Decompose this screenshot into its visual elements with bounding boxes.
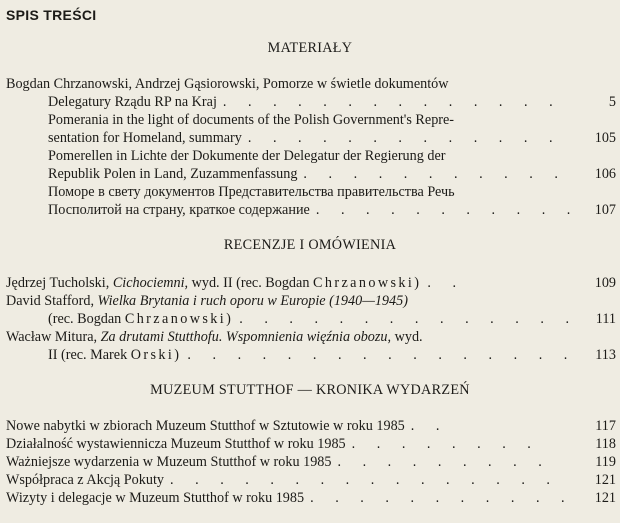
leader-dots: . . bbox=[410, 418, 449, 434]
leader-dots: . . . . . . . . . . . . . . bbox=[239, 311, 578, 327]
entry-title-line: Pomerellen in Lichte der Dokumente der Delegatur der Regierung der bbox=[48, 148, 446, 164]
toc-entry bbox=[6, 471, 616, 489]
page-number: 121 bbox=[594, 472, 616, 488]
entry-text: (rec. Bogdan bbox=[48, 311, 122, 327]
page-number: 121 bbox=[594, 490, 616, 506]
page-number: 119 bbox=[595, 454, 616, 470]
entry-title-line: Поморе в свету документов Представительства правительства Речь bbox=[48, 184, 455, 200]
entry-title-line: Bogdan Chrzanowski, Andrzej Gąsiorowski, Pomorze w świetle dokumentów bbox=[6, 76, 449, 92]
leader-dots: . . . . . . . . . . . bbox=[303, 166, 567, 182]
entry-reviewer: Orski) bbox=[130, 347, 182, 363]
entry-text: wyd. II (rec. Bogdan bbox=[191, 275, 310, 291]
leader-dots: . . . . . . . . . . . bbox=[310, 490, 574, 506]
entry-book-title: Cichociemni, bbox=[112, 275, 189, 291]
entry-text: Ważniejsze wydarzenia w Muzeum Stutthof w roku 1985 bbox=[6, 454, 332, 470]
section-title-recenzje: RECENZJE I OMÓWIENIA bbox=[223, 237, 397, 253]
toc-entry bbox=[6, 453, 616, 471]
toc-entry bbox=[48, 147, 616, 183]
entry-author: Jędrzej Tucholski, bbox=[6, 275, 110, 291]
entry-reviewer: Chrzanowski) bbox=[312, 275, 422, 291]
entry-book-title: Wielka Brytania i ruch oporu w Europie (1940—1945) bbox=[97, 293, 408, 309]
entry-book-title: Za drutami Stutthofu. Wspomnienia więźnia obozu, bbox=[100, 329, 392, 345]
toc-entry bbox=[6, 274, 616, 292]
entry-title-line: Pomerania in the light of documents of the Polish Government's Repre- bbox=[48, 112, 455, 128]
entry-text: II (rec. Marek bbox=[48, 347, 128, 363]
toc-heading: SPIS TREŚCI bbox=[6, 7, 97, 23]
page-number: 109 bbox=[594, 275, 616, 291]
page-number: 117 bbox=[595, 418, 616, 434]
entry-text: Współpraca z Akcją Pokuty bbox=[6, 472, 164, 488]
entry-text: wyd. bbox=[394, 329, 423, 345]
entry-title-line: Посполитой на страну, краткое содержание bbox=[48, 202, 310, 218]
entry-title-line: sentation for Homeland, summary bbox=[48, 130, 242, 146]
toc-entry bbox=[6, 328, 616, 364]
leader-dots: . . . . . . . . bbox=[351, 436, 540, 452]
toc-entry bbox=[6, 75, 616, 111]
entry-author: Wacław Mitura, bbox=[6, 329, 98, 345]
toc-entry bbox=[48, 111, 616, 147]
toc-entry bbox=[6, 489, 616, 507]
leader-dots: . . . . . . . . . . . . . . bbox=[222, 94, 562, 110]
toc-entry bbox=[6, 417, 616, 435]
leader-dots: . . . . . . . . . . . bbox=[315, 202, 580, 218]
page-number: 106 bbox=[594, 166, 616, 182]
entry-title-line: Delegatury Rządu RP na Kraj bbox=[48, 94, 217, 110]
section-title-kronika: MUZEUM STUTTHOF — KRONIKA WYDARZEŃ bbox=[150, 382, 470, 398]
leader-dots: . . . . . . . . . bbox=[337, 454, 551, 470]
entry-title-line: Republik Polen in Land, Zuzammenfassung bbox=[48, 166, 298, 182]
section-title-materialy: MATERIAŁY bbox=[267, 40, 353, 56]
entry-text: Działalność wystawiennicza Muzeum Stutthof w roku 1985 bbox=[6, 436, 346, 452]
toc-entry bbox=[6, 435, 616, 453]
page-number: 5 bbox=[608, 94, 616, 110]
entry-author: David Stafford, bbox=[6, 293, 94, 309]
page-number: 107 bbox=[594, 202, 616, 218]
entry-text: Wizyty i delegacje w Muzeum Stutthof w roku 1985 bbox=[6, 490, 305, 506]
page-number: 111 bbox=[595, 311, 616, 327]
entry-reviewer: Chrzanowski) bbox=[124, 311, 234, 327]
toc-entry bbox=[48, 183, 616, 219]
toc-entry bbox=[6, 292, 616, 328]
page-number: 113 bbox=[595, 347, 616, 363]
page-number: 118 bbox=[595, 436, 616, 452]
leader-dots: . . . . . . . . . . . . . . . . bbox=[170, 472, 559, 488]
leader-dots: . . bbox=[427, 275, 465, 291]
leader-dots: . . . . . . . . . . . . . . . . bbox=[187, 347, 577, 363]
page-number: 105 bbox=[594, 130, 616, 146]
entry-text: Nowe nabytki w zbiorach Muzeum Stutthof w Sztutowie w roku 1985 bbox=[6, 418, 405, 434]
leader-dots: . . . . . . . . . . . . . bbox=[247, 130, 562, 146]
